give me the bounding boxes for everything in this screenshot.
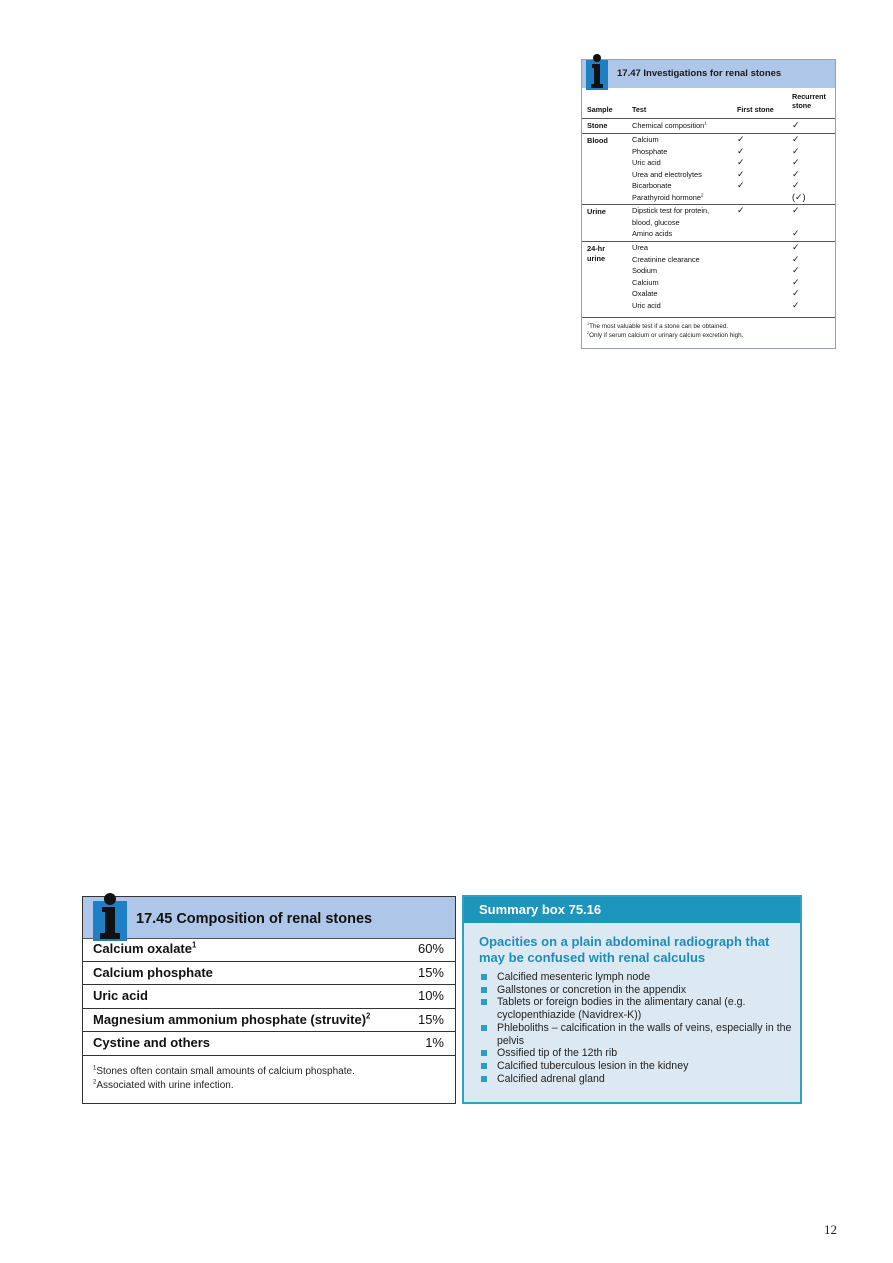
table-row: [582, 120, 835, 132]
composition-box-title: 17.45 Composition of renal stones: [136, 911, 373, 927]
group-24hr-urine: [582, 242, 835, 318]
composition-box: [82, 896, 456, 1104]
test-name: Uric acid: [632, 158, 661, 167]
test-name: Calcium: [632, 135, 659, 144]
table-row: [83, 962, 455, 986]
col-first-stone: First stone: [737, 105, 774, 114]
table-row: [582, 192, 835, 204]
investigations-column-headers: [582, 90, 835, 119]
sample-label: Stone: [587, 121, 608, 130]
test-name: Parathyroid hormone$^2$: [632, 192, 704, 202]
recurrent-stone-mark: ✓: [792, 288, 800, 298]
summary-list: [479, 971, 797, 1085]
stone-type: Magnesium ammonium phosphate (struvite)$^2$: [93, 1011, 371, 1027]
test-name: Chemical composition$^1$: [632, 120, 707, 130]
composition-box-header: [83, 897, 455, 939]
first-stone-mark: ✓: [737, 157, 745, 167]
table-row: [582, 277, 835, 289]
stone-percentage: 60%: [417, 941, 444, 956]
table-row: [582, 205, 835, 217]
square-bullet-icon: [481, 1063, 487, 1069]
table-row: [582, 217, 835, 229]
test-name: Phosphate: [632, 146, 668, 156]
square-bullet-icon: [481, 999, 487, 1005]
stone-percentage: 15%: [417, 1011, 444, 1027]
table-row: [582, 180, 835, 192]
table-row: [582, 228, 835, 240]
recurrent-stone-mark: ✓: [792, 145, 800, 156]
recurrent-stone-mark: ✓: [792, 228, 800, 238]
investigations-footnotes: [587, 322, 743, 340]
table-row: [582, 288, 835, 300]
summary-box-header: Summary box 75.16: [464, 897, 800, 923]
stone-type: Uric acid: [93, 988, 148, 1003]
composition-footnotes: [93, 1065, 355, 1092]
table-row: [582, 146, 835, 158]
sample-label: Blood: [587, 136, 608, 145]
table-row: [582, 242, 835, 254]
list-item: Gallstones or concretion in the appendix: [479, 984, 797, 997]
list-item: Ossified tip of the 12th rib: [479, 1047, 797, 1060]
summary-box: [462, 895, 802, 1104]
recurrent-stone-mark: ✓: [792, 205, 800, 215]
recurrent-stone-mark: ✓: [792, 120, 800, 130]
stone-type: Calcium phosphate: [93, 964, 213, 980]
investigations-box-header: [582, 60, 835, 88]
investigations-box-title: 17.47 Investigations for renal stones: [617, 68, 782, 79]
test-name: Sodium: [632, 266, 658, 275]
table-row: [83, 1032, 455, 1056]
square-bullet-icon: [481, 987, 487, 993]
table-row: [582, 157, 835, 169]
table-row: [582, 300, 835, 312]
stone-type: Cystine and others: [93, 1035, 211, 1050]
table-row: [582, 169, 835, 181]
footnote: $^1$Stones often contain small amounts of calcium phosphate.: [93, 1065, 355, 1077]
group-urine: [582, 205, 835, 242]
table-row: [83, 938, 455, 962]
recurrent-stone-mark: ✓: [792, 157, 800, 167]
test-name: Calcium: [632, 277, 659, 287]
list-item: Calcified adrenal gland: [479, 1073, 797, 1086]
recurrent-stone-mark: ✓: [792, 299, 800, 310]
table-row: [582, 134, 835, 146]
test-name: Creatinine clearance: [632, 254, 700, 264]
table-row: [582, 254, 835, 266]
test-name: Urea and electrolytes: [632, 169, 702, 179]
stone-type: Calcium oxalate$^1$: [93, 940, 197, 956]
first-stone-mark: ✓: [737, 168, 745, 179]
footnote: $^2$Associated with urine infection.: [93, 1079, 234, 1091]
test-name: Urea: [632, 243, 649, 252]
recurrent-stone-mark: ✓: [792, 242, 800, 252]
first-stone-mark: ✓: [737, 180, 745, 190]
summary-box-title: Opacities on a plain abdominal radiograph that may be confused with renal calculus: [479, 934, 770, 965]
first-stone-mark: ✓: [737, 145, 745, 156]
col-test: Test: [632, 105, 647, 114]
test-name: Amino acids: [632, 229, 673, 238]
square-bullet-icon: [481, 1076, 487, 1082]
col-sample: Sample: [587, 105, 613, 114]
group-stone: [582, 119, 835, 134]
page-number: 12: [824, 1222, 837, 1237]
test-name: Oxalate: [632, 289, 658, 298]
square-bullet-icon: [481, 1050, 487, 1056]
sample-label: 24-hr urine: [587, 244, 606, 263]
list-item: Calcified mesenteric lymph node: [479, 971, 797, 984]
investigations-box: [581, 59, 836, 349]
recurrent-stone-mark: ✓: [792, 168, 800, 179]
recurrent-stone-mark: (✓): [792, 191, 806, 202]
col-recurrent-line2: stone: [792, 101, 812, 110]
info-i-icon: [586, 54, 608, 90]
test-name: Bicarbonate: [632, 181, 672, 190]
test-name: blood, glucose: [632, 217, 680, 227]
stone-percentage: 1%: [425, 1035, 444, 1050]
footnote: $^1$The most valuable test if a stone can be obtained.: [587, 321, 729, 330]
first-stone-mark: ✓: [737, 205, 745, 215]
first-stone-mark: ✓: [737, 134, 745, 144]
list-item: Calcified tuberculous lesion in the kidney: [479, 1060, 797, 1073]
test-name: Dipstick test for protein,: [632, 206, 710, 215]
sample-label: Urine: [587, 207, 606, 216]
col-recurrent-line1: Recurrent: [792, 92, 826, 101]
recurrent-stone-mark: ✓: [792, 134, 800, 144]
footnote: $^2$Only if serum calcium or urinary calcium excretion high.: [587, 330, 744, 339]
table-row: [83, 1009, 455, 1033]
stone-percentage: 10%: [417, 988, 444, 1003]
group-blood: [582, 134, 835, 205]
recurrent-stone-mark: ✓: [792, 265, 800, 275]
stone-percentage: 15%: [417, 964, 444, 980]
square-bullet-icon: [481, 974, 487, 980]
square-bullet-icon: [481, 1025, 487, 1031]
table-row: [83, 985, 455, 1009]
recurrent-stone-mark: ✓: [792, 276, 800, 287]
test-name: Uric acid: [632, 300, 661, 310]
table-row: [582, 265, 835, 277]
recurrent-stone-mark: ✓: [792, 253, 800, 264]
list-item: Phleboliths – calcification in the walls of veins, especially in the pelvis: [479, 1022, 797, 1047]
recurrent-stone-mark: ✓: [792, 180, 800, 190]
list-item: Tablets or foreign bodies in the alimentary canal (e.g. cyclopenthiazide (Navidrex-K)): [479, 996, 797, 1021]
info-i-icon: [93, 893, 127, 941]
